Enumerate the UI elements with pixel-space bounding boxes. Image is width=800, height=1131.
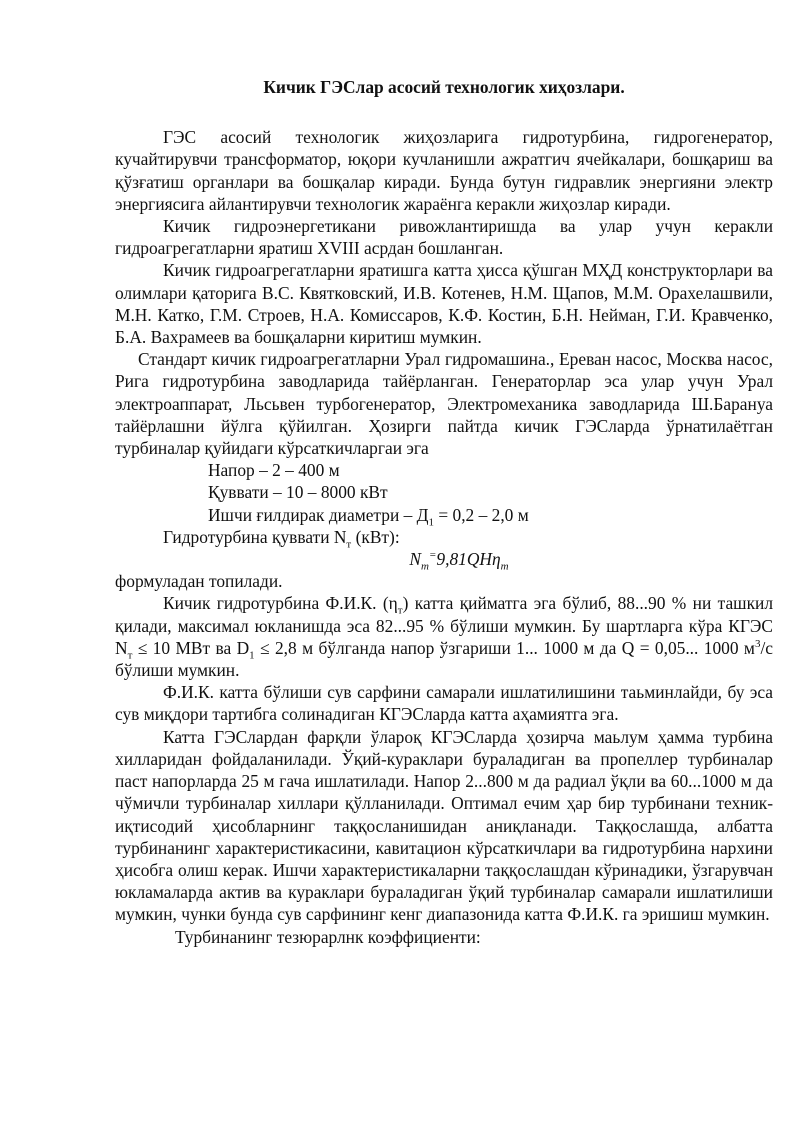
spec-head: Напор – 2 – 400 м <box>208 460 340 481</box>
paragraph-efficiency: Кичик гидротурбина Ф.И.К. $(\eta_т)$ катта қийматга эга бўлиб, 88...90 % ни ташкил қилади, максимал юкланишда эса 82...95 % бўлиши мумкин. Бу шартларга кўра КГЭС $N_т \le 10$ МВт ва $D_1 \le 2,8$ м бўлганда напор ўзгариши 1... 1000 м да Q = 0,05... 1000 $м^3/с$ бўлиши мумкин. <box>115 593 774 681</box>
paragraph-history: Кичик гидроэнергетикани ривожлантиришда ва улар учун керакли гидроагрегатларни яратиш XVIII асрдан бошланган. <box>115 216 773 259</box>
paragraph-efficiency-importance: Ф.И.К. катта бўлиши сув сарфини самарали ишлатилишини таьминлайди, бу эса сув миқдори тартибга солинадиган КГЭСларда катта аҳамиятга эга. <box>115 682 773 725</box>
paragraph-manufacturers: Стандарт кичик гидроагрегатларни Урал гидромашина., Ереван насос, Москва насос, Рига гидротурбина заводларида тайёрланган. Генераторлар эса улар учун Урал электроаппарат, Льсьвен турбогенератор, Электромеханика заводларида Ш.Барануа тайёрлашни йўлга қўйилган. Ҳозирги пайтда кичик ГЭСларда ўрнатилаётган турбиналар қуйидаги кўрсаткичларгаи эга <box>115 349 773 459</box>
paragraph-equipment: ГЭС асосий технологик жиҳозларига гидротурбина, гидрогенератор, кучайтирувчи трансформатор, юқори кучланишли ажратгич ячейкалари, бошқариш ва қўзғатиш органлари ва бошқалар киради. Бунда бутун гидравлик энергияни электр энергиясига айлантирувчи технологик жараёнга керакли жиҳозлар киради. <box>115 127 773 214</box>
document-page <box>115 66 773 948</box>
power-formula: $N_т^=9,81QH\eta_т$ <box>409 549 509 573</box>
paragraph-scientists: Кичик гидроагрегатларни яратишга катта ҳисса қўшган МҲД конструкторлари ва олимлари қаторига В.С. Квятковский, И.В. Котенев, Н.М. Щапов, М.М. Орахелашвили, М.Н. Катко, Г.М. Строев, Н.А. Комиссаров, К.Ф. Костин, Б.Н. Нейман, Г.И. Кравченко, Б.А. Вахрамеев ва бошқаларни киритиш мумкин. <box>115 260 773 348</box>
paragraph-speed-coefficient: Турбинанинг тезюрарлнк коэффициенти: <box>175 926 481 947</box>
paragraph-turbine-types: Катта ГЭСлардан фарқли ўлароқ КГЭСларда ҳозирча маьлум ҳамма турбина хилларидан фойдаланилади. Ўқий-кураклари бураладиган ва пропеллер турбиналар паст напорларда 25 м гача ишлатилади. Напор 2...800 м да радиал ўқли ва 60...1000 м да чўмичли турбиналар хиллари қўлланилади. Оптимал ечим ҳар бир турбинани техник-иқтисодий ҳисобларнинг таққосланишидан аниқланади. Таққослашда, албатта турбинанинг характеристикасини, кавитацион кўрсаткичлари ва гидротурбина нархини ҳисобга олиш керак. Ишчи характеристикаларни таққослашдан кўринадики, ўзгарувчан юкламаларда актив ва кураклари бураладиган ўқий турбиналар самарали ишлатилиши мумкин, чунки бунда сув сарфининг кенг диапазонида катта Ф.И.К. га эришиш мумкин. <box>115 726 773 925</box>
turbine-power-label: Гидротурбина қуввати $N_т$ (кВт): <box>163 526 400 551</box>
document-title: Кичик ГЭСлар асосий технологик хиҳозлари. <box>263 77 625 97</box>
spec-diameter: Ишчи ғилдирак диаметри – $Д_1 = 0,2 - 2,0$ м <box>208 504 529 529</box>
spec-power: Қуввати – 10 – 8000 кВт <box>208 482 388 503</box>
formula-caption: формуладан топилади. <box>115 571 283 592</box>
